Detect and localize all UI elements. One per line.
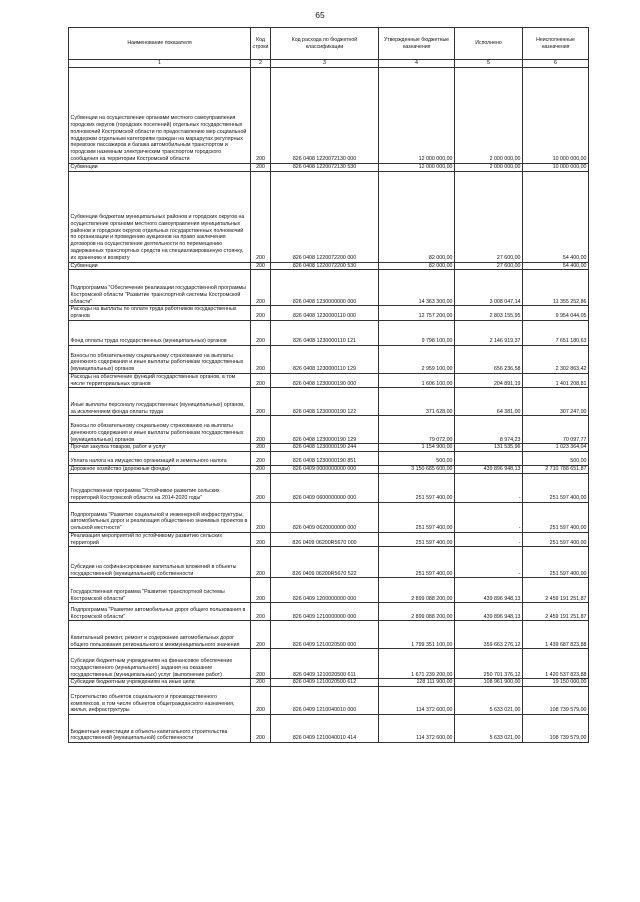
row-budget-code-cell: 826 0408 1230000110 121 (271, 320, 379, 345)
row-budget-code-cell: 826 0409 0600000000 000 (271, 473, 379, 502)
row-unexecuted-cell: 108 739 579,00 (523, 687, 589, 715)
row-unexecuted-cell: 19 150 000,00 (523, 679, 589, 687)
table-row (69, 270, 589, 306)
row-unexecuted-cell: 500,00 (523, 452, 589, 466)
row-name-cell: Взносы по обязательному социальному страхованию на выплаты денежного содержания и иные выплаты работникам государственных (муниципальных) органов (69, 345, 251, 373)
row-line-code-cell: 200 (251, 466, 271, 474)
row-approved-cell: 14 363 300,00 (379, 270, 455, 306)
row-executed-cell: 3 008 047,14 (455, 270, 523, 306)
row-executed-cell: 359 663 276,12 (455, 621, 523, 649)
row-line-code-cell: 200 (251, 416, 271, 444)
row-approved-cell: 128 111 900,00 (379, 679, 455, 687)
row-name-cell: Субвенции (69, 262, 251, 270)
row-unexecuted-cell: 108 739 579,00 (523, 715, 589, 743)
row-unexecuted-cell: 9 954 044,05 (523, 306, 589, 321)
row-executed-cell: 439 896 948,13 (455, 578, 523, 603)
row-line-code-cell: 200 (251, 547, 271, 578)
page-number: 65 (315, 10, 325, 20)
row-name-cell: Расходы на выплаты по оплате труда работников государственных органов (69, 306, 251, 321)
table-row (69, 715, 589, 743)
row-executed-cell: 2 000 000,00 (455, 67, 523, 163)
column-number: 3 (271, 60, 379, 68)
row-executed-cell: 2 146 919,37 (455, 320, 523, 345)
row-approved-cell: 114 372 600,00 (379, 715, 455, 743)
row-budget-code-cell: 826 0408 1230000110 129 (271, 345, 379, 373)
row-line-code-cell: 200 (251, 373, 271, 388)
row-unexecuted-cell: 2 710 788 651,87 (523, 466, 589, 474)
row-name-cell: Дорожное хозяйство (дорожные фонды) (69, 466, 251, 474)
row-budget-code-cell: 826 0409 1210020500 000 (271, 621, 379, 649)
row-line-code-cell: 200 (251, 603, 271, 621)
row-line-code-cell: 200 (251, 171, 271, 262)
row-budget-code-cell: 826 0408 1230000190 122 (271, 388, 379, 416)
row-approved-cell: 500,00 (379, 452, 455, 466)
row-executed-cell: 27 600,00 (455, 171, 523, 262)
row-name-cell: Субвенции бюджетам муниципальных районов и городских округов на осуществление органами местного самоуправления муниципальных районов и городских округов отдельных государственных полномочий по организации и проведению аукционов на право заключения договоров на осуществление деятельности по перемещению задержанных транспортных средств на специализированную стоянку, их хранению и возврату (69, 171, 251, 262)
row-line-code-cell: 200 (251, 320, 271, 345)
row-line-code-cell: 200 (251, 388, 271, 416)
row-budget-code-cell: 826 0408 1220072130 000 (271, 67, 379, 163)
table-row (69, 547, 589, 578)
row-budget-code-cell: 826 0408 1230000190 000 (271, 373, 379, 388)
table-body (69, 67, 589, 742)
row-unexecuted-cell: 1 420 537 823,88 (523, 649, 589, 679)
row-name-cell: Бюджетные инвестиции в объекты капитального строительства государственной (муниципальной) собственности (69, 715, 251, 743)
table-row (69, 466, 589, 474)
row-unexecuted-cell: 251 597 400,00 (523, 473, 589, 502)
header-line-code: Код строки (251, 28, 271, 60)
row-name-cell: Государственная программа "Устойчивое развитие сельских территорий Костромской области на 2014-2020 годы" (69, 473, 251, 502)
row-unexecuted-cell: 2 302 863,42 (523, 345, 589, 373)
table-row (69, 163, 589, 171)
row-line-code-cell: 200 (251, 578, 271, 603)
row-budget-code-cell: 826 0408 1230000000 000 (271, 270, 379, 306)
row-line-code-cell: 200 (251, 270, 271, 306)
row-name-cell: Взносы по обязательному социальному страхованию на выплаты денежного содержания и иные выплаты работникам государственных (муниципальных) органов (69, 416, 251, 444)
row-executed-cell: 64 381,00 (455, 388, 523, 416)
row-name-cell: Капитальный ремонт, ремонт и содержание автомобильных дорог общего пользования регионального и межмуниципального значения (69, 621, 251, 649)
row-approved-cell: 251 597 400,00 (379, 532, 455, 547)
row-executed-cell: - (455, 502, 523, 532)
row-approved-cell: 371 628,00 (379, 388, 455, 416)
row-executed-cell: - (455, 547, 523, 578)
header-executed: Исполнено (455, 28, 523, 60)
row-budget-code-cell: 826 0408 1220072130 530 (271, 163, 379, 171)
row-unexecuted-cell: 1 401 208,81 (523, 373, 589, 388)
row-executed-cell: 439 896 948,13 (455, 603, 523, 621)
row-executed-cell: 204 891,19 (455, 373, 523, 388)
row-budget-code-cell: 826 0409 1200000000 000 (271, 578, 379, 603)
table-row (69, 502, 589, 532)
table-row (69, 687, 589, 715)
row-approved-cell: 2 899 088 200,00 (379, 603, 455, 621)
table-row (69, 262, 589, 270)
row-budget-code-cell: 826 0408 1230000110 000 (271, 306, 379, 321)
row-unexecuted-cell: 1 439 687 823,88 (523, 621, 589, 649)
row-line-code-cell: 200 (251, 67, 271, 163)
row-unexecuted-cell: 70 097,77 (523, 416, 589, 444)
table-row (69, 679, 589, 687)
row-unexecuted-cell: 307 247,00 (523, 388, 589, 416)
row-approved-cell: 3 150 685 600,00 (379, 466, 455, 474)
header-unexecuted: Неисполненные назначения (523, 28, 589, 60)
table-row (69, 171, 589, 262)
row-unexecuted-cell: 251 597 400,00 (523, 532, 589, 547)
row-name-cell: Субсидии на софинансирование капитальных вложений в объекты государственной (муниципальной) собственности (69, 547, 251, 578)
table-row (69, 444, 589, 452)
row-line-code-cell: 200 (251, 679, 271, 687)
row-line-code-cell: 200 (251, 306, 271, 321)
row-line-code-cell: 200 (251, 473, 271, 502)
row-line-code-cell: 200 (251, 163, 271, 171)
row-unexecuted-cell: 2 459 191 251,87 (523, 578, 589, 603)
row-name-cell: Субвенции на осуществление органами местного самоуправления городских округов (городских поселений) отдельных государственных полномочий Костромской области по предоставлению мер социальной поддержки отдельным категориям граждан на маршрутах регулярных перевозок пассажиров и багажа автомобильным транспортом и городским наземным электрическим транспортом городского сообщения на территории Костромской области (69, 67, 251, 163)
row-approved-cell: 251 597 400,00 (379, 473, 455, 502)
row-unexecuted-cell: 251 597 400,00 (523, 547, 589, 578)
row-budget-code-cell: 826 0409 06200R5670 000 (271, 532, 379, 547)
row-executed-cell: 131 535,96 (455, 444, 523, 452)
row-name-cell: Иные выплаты персоналу государственных (муниципальных) органов, за исключением фонда оплаты труда (69, 388, 251, 416)
table-row (69, 373, 589, 388)
column-number: 4 (379, 60, 455, 68)
row-unexecuted-cell: 54 400,00 (523, 171, 589, 262)
table-row (69, 388, 589, 416)
row-line-code-cell: 200 (251, 532, 271, 547)
row-approved-cell: 82 000,00 (379, 262, 455, 270)
row-executed-cell: 656 236,58 (455, 345, 523, 373)
row-line-code-cell: 200 (251, 621, 271, 649)
row-line-code-cell: 200 (251, 345, 271, 373)
row-unexecuted-cell: 2 459 191 251,87 (523, 603, 589, 621)
table-row (69, 603, 589, 621)
row-unexecuted-cell: 10 000 000,00 (523, 67, 589, 163)
header-indicator-name: Наименование показателя (69, 28, 251, 60)
row-executed-cell: 439 896 948,13 (455, 466, 523, 474)
row-approved-cell: 12 000 000,00 (379, 67, 455, 163)
row-budget-code-cell: 826 0408 1220072200 000 (271, 171, 379, 262)
row-budget-code-cell: 826 0409 1210020500 612 (271, 679, 379, 687)
row-approved-cell: 251 597 400,00 (379, 547, 455, 578)
table-row (69, 320, 589, 345)
row-approved-cell: 1 154 900,00 (379, 444, 455, 452)
row-approved-cell: 1 799 351 100,00 (379, 621, 455, 649)
row-executed-cell: 8 974,23 (455, 416, 523, 444)
row-approved-cell: 114 372 600,00 (379, 687, 455, 715)
row-line-code-cell: 200 (251, 649, 271, 679)
row-name-cell: Субсидии бюджетным учреждениям на иные цели (69, 679, 251, 687)
row-budget-code-cell: 826 0409 1210040010 414 (271, 715, 379, 743)
row-name-cell: Субвенции (69, 163, 251, 171)
row-executed-cell: 250 701 376,12 (455, 649, 523, 679)
row-unexecuted-cell: 251 597 400,00 (523, 502, 589, 532)
column-number-row (69, 60, 589, 68)
row-approved-cell: 82 000,00 (379, 171, 455, 262)
row-name-cell: Подпрограмма "Развитие автомобильных дорог общего пользования в Костромской области" (69, 603, 251, 621)
budget-execution-table (68, 27, 589, 743)
table-row (69, 306, 589, 321)
row-unexecuted-cell: 11 355 252,86 (523, 270, 589, 306)
row-budget-code-cell: 826 0408 1220072200 530 (271, 262, 379, 270)
row-approved-cell: 12 757 200,00 (379, 306, 455, 321)
row-name-cell: Расходы на обеспечение функций государственных органов, в том числе территориальных органов (69, 373, 251, 388)
row-executed-cell: - (455, 532, 523, 547)
row-executed-cell: 2 000 000,00 (455, 163, 523, 171)
row-budget-code-cell: 826 0409 06200R5670 522 (271, 547, 379, 578)
row-unexecuted-cell: 1 023 364,04 (523, 444, 589, 452)
row-line-code-cell: 200 (251, 452, 271, 466)
column-number: 6 (523, 60, 589, 68)
column-number: 2 (251, 60, 271, 68)
row-budget-code-cell: 826 0409 1210020500 611 (271, 649, 379, 679)
row-line-code-cell: 200 (251, 444, 271, 452)
table-row (69, 532, 589, 547)
row-line-code-cell: 200 (251, 715, 271, 743)
row-budget-code-cell: 826 0409 0620000000 000 (271, 502, 379, 532)
column-number: 5 (455, 60, 523, 68)
row-unexecuted-cell: 54 400,00 (523, 262, 589, 270)
row-executed-cell: 5 633 021,00 (455, 687, 523, 715)
row-approved-cell: 9 798 100,00 (379, 320, 455, 345)
header-row (69, 28, 589, 60)
table-row (69, 473, 589, 502)
table-row (69, 621, 589, 649)
row-budget-code-cell: 826 0408 1230000190 851 (271, 452, 379, 466)
row-line-code-cell: 200 (251, 262, 271, 270)
row-name-cell: Строительство объектов социального и производственного комплексов, в том числе объектов общегражданского назначения, жилья, инфраструктуры (69, 687, 251, 715)
table-row (69, 649, 589, 679)
row-approved-cell: 1 671 239 200,00 (379, 649, 455, 679)
row-name-cell: Подпрограмма "Обеспечение реализации государственной программы Костромской области "Развитие транспортной системы Костромской области" (69, 270, 251, 306)
row-approved-cell: 1 606 100,00 (379, 373, 455, 388)
header-budget-code: Код расхода по бюджетной классификации (271, 28, 379, 60)
row-approved-cell: 79 072,00 (379, 416, 455, 444)
row-budget-code-cell: 826 0408 1230000190 244 (271, 444, 379, 452)
table-row (69, 345, 589, 373)
table-row (69, 416, 589, 444)
row-executed-cell (455, 452, 523, 466)
row-executed-cell: 5 633 021,00 (455, 715, 523, 743)
row-name-cell: Субсидии бюджетным учреждениям на финансовое обеспечение государственного (муниципального) задания на оказание государственных (муниципальных) услуг (выполнение работ) (69, 649, 251, 679)
table-row (69, 452, 589, 466)
row-budget-code-cell: 826 0409 0000000000 000 (271, 466, 379, 474)
header-approved: Утвержденные бюджетные назначения (379, 28, 455, 60)
row-name-cell: Прочая закупка товаров, работ и услуг (69, 444, 251, 452)
row-name-cell: Фонд оплаты труда государственных (муниципальных) органов (69, 320, 251, 345)
table-row (69, 578, 589, 603)
row-name-cell: Государственная программа "Развитие транспортной системы Костромской области" (69, 578, 251, 603)
row-name-cell: Реализация мероприятий по устойчивому развитию сельских территорий (69, 532, 251, 547)
row-unexecuted-cell: 7 651 180,63 (523, 320, 589, 345)
row-executed-cell: 27 600,00 (455, 262, 523, 270)
row-name-cell: Подпрограмма "Развитие социальной и инженерной инфраструктуры, автомобильных дорог и реализация общественно значимых проектов в сельской местности" (69, 502, 251, 532)
row-budget-code-cell: 826 0408 1230000190 129 (271, 416, 379, 444)
row-name-cell: Уплата налога на имущество организаций и земельного налога (69, 452, 251, 466)
row-line-code-cell: 200 (251, 687, 271, 715)
row-approved-cell: 2 899 088 200,00 (379, 578, 455, 603)
row-approved-cell: 2 959 100,00 (379, 345, 455, 373)
row-executed-cell: 2 803 155,95 (455, 306, 523, 321)
row-unexecuted-cell: 10 000 000,00 (523, 163, 589, 171)
row-approved-cell: 12 000 000,00 (379, 163, 455, 171)
table-row (69, 67, 589, 163)
row-line-code-cell: 200 (251, 502, 271, 532)
row-budget-code-cell: 826 0409 1210000000 000 (271, 603, 379, 621)
row-executed-cell: 108 961 900,00 (455, 679, 523, 687)
column-number: 1 (69, 60, 251, 68)
row-executed-cell: - (455, 473, 523, 502)
row-budget-code-cell: 826 0409 1210040010 000 (271, 687, 379, 715)
row-approved-cell: 251 597 400,00 (379, 502, 455, 532)
